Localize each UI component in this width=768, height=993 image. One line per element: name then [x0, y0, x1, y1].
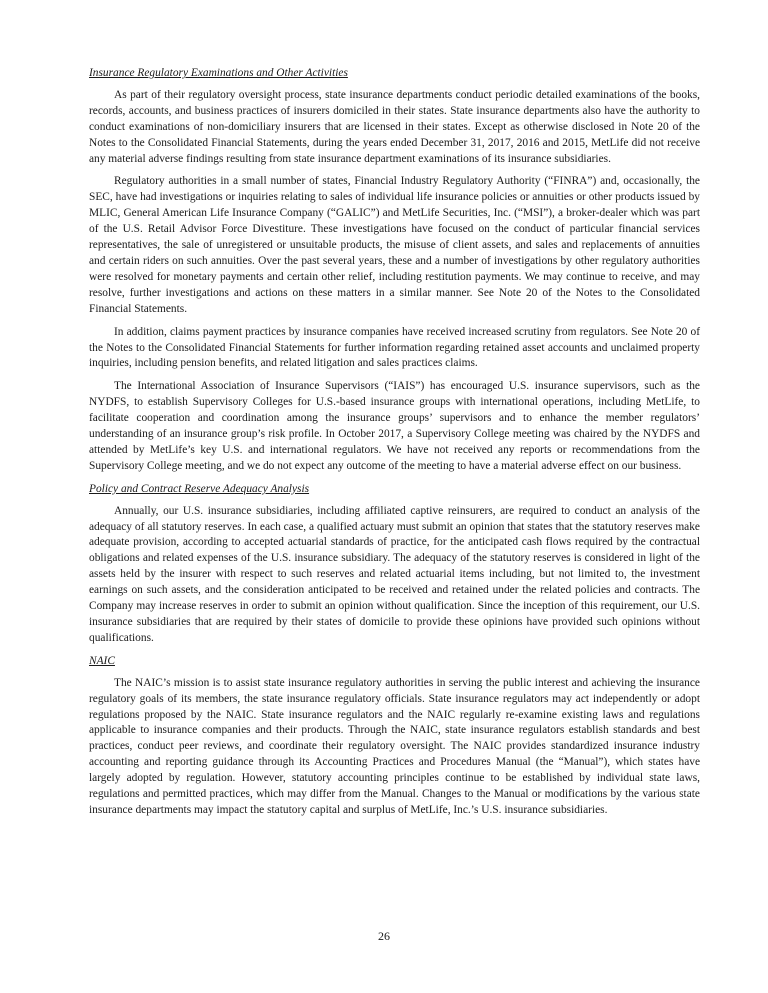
paragraph: The NAIC’s mission is to assist state insurance regulatory authorities in serving the public interest and achieving the insurance regulatory goals of its members, the state insurance regulatory officials. State insurance regulators may act independently or adopt regulations proposed by the NAIC. State insurance regulators and the NAIC regularly re-examine existing laws and regulations applicable to insurance companies and their products. Through the NAIC, state insurance regulators establish standards and best practices, conduct peer reviews, and coordinate their regulatory oversight. The NAIC provides standardized insurance industry accounting and reporting guidance through its Accounting Practices and Procedures Manual (the “Manual”), which states have largely adopted by regulation. However, statutory accounting principles continue to be established by individual state laws, regulations and permitted practices, which may differ from the Manual. Changes to the Manual or modifications by the various state insurance departments may impact the statutory capital and surplus of MetLife, Inc.’s U.S. insurance subsidiaries. — [89, 676, 700, 816]
section-insurance-regulatory-examinations — [89, 66, 700, 475]
paragraph: As part of their regulatory oversight process, state insurance departments conduct periodic detailed examinations of the books, records, accounts, and business practices of insurers domiciled in their states. State insurance departments also have the authority to conduct examinations of non-domiciliary insurers that are licensed in their states. Except as otherwise disclosed in Note 20 of the Notes to the Consolidated Financial Statements, during the years ended December 31, 2017, 2016 and 2015, MetLife did not receive any material adverse findings resulting from state insurance department examinations of its insurance subsidiaries. — [89, 88, 700, 165]
section-naic — [89, 654, 700, 819]
section-reserve-adequacy-analysis — [89, 482, 700, 647]
document-body — [89, 66, 700, 826]
paragraph: In addition, claims payment practices by insurance companies have received increased scrutiny from regulators. See Note 20 of the Notes to the Consolidated Financial Statements for further information regarding retained asset accounts and unclaimed property inquiries, including pension benefits, and related litigation and sales practices claims. — [89, 325, 700, 370]
section-heading: NAIC — [89, 654, 115, 667]
paragraph: Regulatory authorities in a small number of states, Financial Industry Regulatory Authority (“FINRA”) and, occasionally, the SEC, have had investigations or inquiries relating to sales of individual life insurance policies or annuities or other products issued by MLIC, General American Life Insurance Company (“GALIC”) and MetLife Securities, Inc. (“MSI”), a broker-dealer which was part of the U.S. Retail Advisor Force Divestiture. These investigations have focused on the conduct of particular financial services representatives, the sale of unregistered or unsuitable products, the misuse of client assets, and sales and replacements of annuities and certain riders on such annuities. Over the past several years, these and a number of investigations by other regulatory authorities were resolved for monetary payments and certain other relief, including restitution payments. We may continue to receive, and may resolve, further investigations and actions on these matters in a similar manner. See Note 20 of the Notes to the Consolidated Financial Statements. — [89, 175, 700, 315]
page-number: 26 — [378, 929, 390, 943]
section-heading: Policy and Contract Reserve Adequacy Analysis — [89, 482, 310, 495]
section-heading: Insurance Regulatory Examinations and Other Activities — [89, 67, 348, 79]
paragraph: The International Association of Insurance Supervisors (“IAIS”) has encouraged U.S. insurance supervisors, such as the NYDFS, to establish Supervisory Colleges for U.S.-based insurance groups with international operations, including MetLife, to facilitate cooperation and coordination among the insurance groups’ supervisors and to enhance the member regulators’ understanding of an insurance group’s risk profile. In October 2017, a Supervisory College meeting was chaired by the NYDFS and attended by MetLife’s key U.S. and international regulators. We have not received any reports or recommendations from the Supervisory College meeting, and we do not expect any outcome of the meeting to have a material adverse effect on our business. — [89, 380, 700, 472]
paragraph: Annually, our U.S. insurance subsidiaries, including affiliated captive reinsurers, are required to conduct an analysis of the adequacy of all statutory reserves. In each case, a qualified actuary must submit an opinion that states that the statutory reserves make adequate provision, according to accepted actuarial standards of practice, for the anticipated cash flows required by the contractual obligations and related expenses of the U.S. insurance subsidiary. The adequacy of the statutory reserves is considered in light of the assets held by the insurer with respect to such reserves and related actuarial items including, but not limited to, the investment earnings on such assets, and the consideration anticipated to be received and retained under the related policies and contracts. The Company may increase reserves in order to submit an opinion without qualification. Since the inception of this requirement, our U.S. insurance subsidiaries that are required by their states of domicile to provide these opinions have provided such opinions without qualifications. — [89, 504, 700, 644]
